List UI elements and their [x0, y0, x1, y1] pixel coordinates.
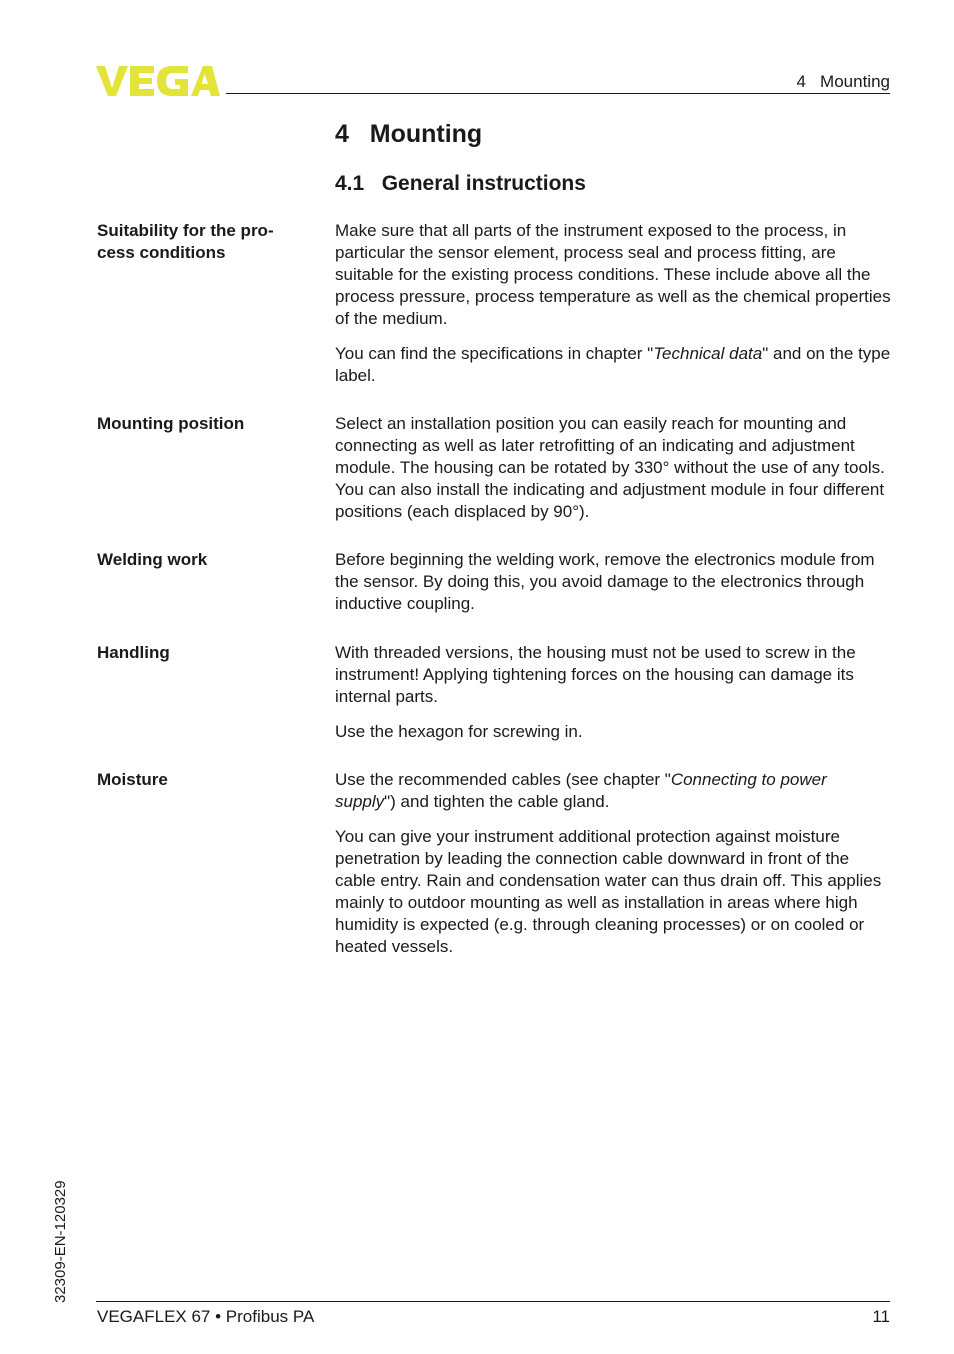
paragraph: Use the hexagon for screwing in.: [335, 722, 583, 741]
side-label-welding-work: Welding work: [97, 550, 208, 569]
document-code: 32309-EN-120329: [52, 1180, 69, 1303]
paragraph: With threaded versions, the housing must not be used to screw in the instrument! Applying tightening forces on the housing can damage its internal parts.: [335, 643, 856, 706]
paragraph: Before beginning the welding work, remove the electronics module from the sensor. By doing this, you avoid damage to the electronics through inductive coupling.: [335, 550, 875, 613]
running-head: 4 Mounting: [796, 72, 890, 91]
chapter-reference: Connecting to power supply: [335, 770, 827, 811]
paragraph: You can find the specifications in chapter "Technical data" and on the type label.: [335, 344, 891, 385]
paragraph: You can give your instrument additional protection against moisture penetration by leading the connection cable downward in front of the cable entry. Rain and condensation water can thus drain off. This applies mainly to outdoor mounting as well as installation in areas where high humidity is expected (e.g. through cleaning processes) or on cooled or heated vessels.: [335, 827, 882, 956]
section-heading: 4.1 General instructions: [335, 172, 586, 195]
footer-rule: [96, 1301, 890, 1302]
body-handling: [335, 642, 891, 756]
paragraph: Select an installation position you can easily reach for mounting and connecting as well as later retrofitting of an indicating and adjustment module. The housing can be rotated by 330° without the use of any tools. You can also install the indicating and adjustment module in four different positions (each displaced by 90°).: [335, 414, 885, 521]
page-number: 11: [872, 1307, 890, 1326]
vega-logo: [96, 64, 220, 98]
side-label-mounting-position: Mounting position: [97, 414, 245, 433]
chapter-heading: 4 Mounting: [335, 120, 483, 148]
side-label-moisture: Moisture: [97, 770, 168, 789]
body-mounting-position: [335, 413, 891, 536]
side-label-line: Suitability for the pro-: [97, 221, 274, 240]
side-label-handling: Handling: [97, 643, 170, 662]
paragraph: Make sure that all parts of the instrument exposed to the process, in particular the sensor element, process seal and process fitting, are suitable for the existing process conditions. These include above all the process pressure, process temperature as well as the chemical properties of the medium.: [335, 221, 891, 328]
side-label-suitability: [97, 220, 312, 264]
body-moisture: [335, 769, 891, 971]
header-rule: [226, 93, 890, 94]
body-suitability: [335, 220, 891, 400]
paragraph: Use the recommended cables (see chapter "Connecting to power supply") and tighten the cable gland.: [335, 770, 827, 811]
body-welding-work: [335, 549, 891, 628]
chapter-reference: Technical data: [653, 344, 763, 363]
footer-product: VEGAFLEX 67 • Profibus PA: [97, 1307, 315, 1326]
side-label-line: cess conditions: [97, 243, 226, 262]
